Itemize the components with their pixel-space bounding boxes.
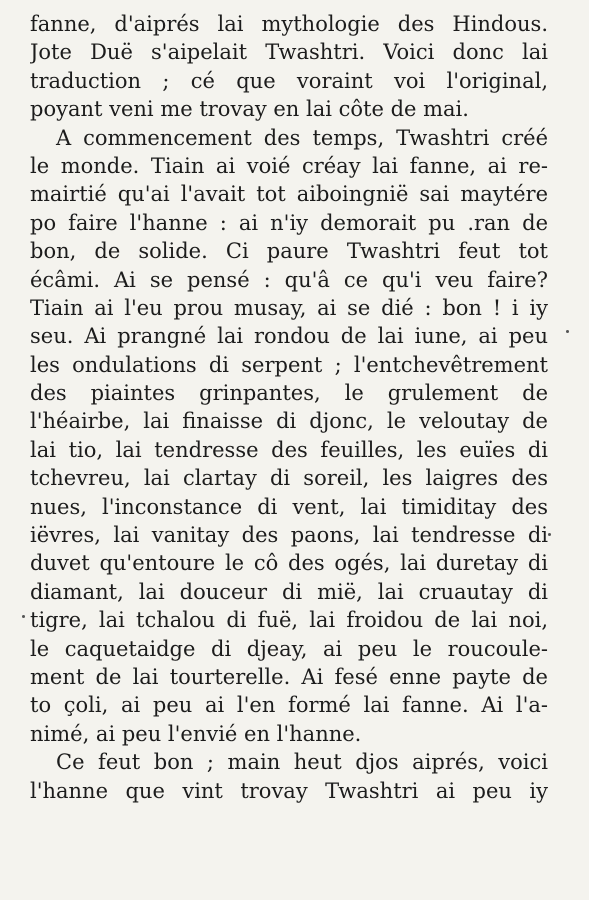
text-line: des piaintes grinpantes, le grulement de (30, 381, 548, 406)
text-line: fanne, d'aiprés lai mythologie des Hindous. (30, 12, 548, 36)
text-line: Tiain ai l'eu prou musay, ai se dié : bon ! i iy (30, 295, 548, 320)
text-line: l'hanne que vint trovay Twashtri ai peu iy (30, 778, 548, 803)
text-line: bon, de solide. Ci paure Twashtri feut tot (30, 239, 548, 264)
print-speck (566, 330, 569, 333)
text-line: to çoli, ai peu ai l'en formé lai fanne. Ai l'a- (30, 693, 548, 718)
text-line: le caquetaidge di djeay, ai peu le roucoule- (30, 636, 548, 661)
text-line: nues, l'inconstance di vent, lai timiditay des (30, 494, 548, 519)
body-text (30, 10, 548, 805)
text-line: mairtié qu'ai l'avait tot aiboingnië sai maytére (30, 182, 548, 207)
text-line: tigre, lai tchalou di fuë, lai froidou de lai noi, (30, 608, 548, 633)
text-line: diamant, lai douceur di mië, lai cruautay di (30, 579, 548, 604)
text-line: Jote Duë s'aipelait Twashtri. Voici donc lai (30, 40, 548, 65)
text-line: duvet qu'entoure le cô des ogés, lai duretay di (30, 551, 548, 576)
paragraph-start-line: A commencement des temps, Twashtri créé (56, 125, 548, 150)
paragraph-start-line: Ce feut bon ; main heut djos aiprés, voici (56, 750, 548, 775)
text-line: écâmi. Ai se pensé : qu'â ce qu'i veu faire? (30, 267, 548, 292)
text-line: lai tio, lai tendresse des feuilles, les euïes di (30, 437, 548, 462)
text-line: les ondulations di serpent ; l'entchevêtrement (30, 352, 548, 377)
text-line: le monde. Tiain ai voié créay lai fanne, ai re- (30, 153, 548, 178)
text-line: ment de lai tourterelle. Ai fesé enne payte de (30, 664, 548, 689)
text-line: traduction ; cé que voraint voi l'original, (30, 68, 548, 93)
print-speck (548, 533, 551, 536)
text-line: poyant veni me trovay en lai côte de mai. (30, 97, 469, 122)
text-line: po faire l'hanne : ai n'iy demorait pu .ran de (30, 210, 548, 235)
text-line: nimé, ai peu l'envié en l'hanne. (30, 721, 362, 746)
text-line: l'héairbe, lai finaisse di djonc, le veloutay de (30, 409, 548, 434)
text-line: iëvres, lai vanitay des paons, lai tendresse di (30, 523, 548, 548)
text-line: seu. Ai prangné lai rondou de lai iune, ai peu (30, 324, 548, 349)
print-speck (22, 615, 25, 618)
text-line: tchevreu, lai clartay di soreil, les laigres des (30, 466, 548, 491)
